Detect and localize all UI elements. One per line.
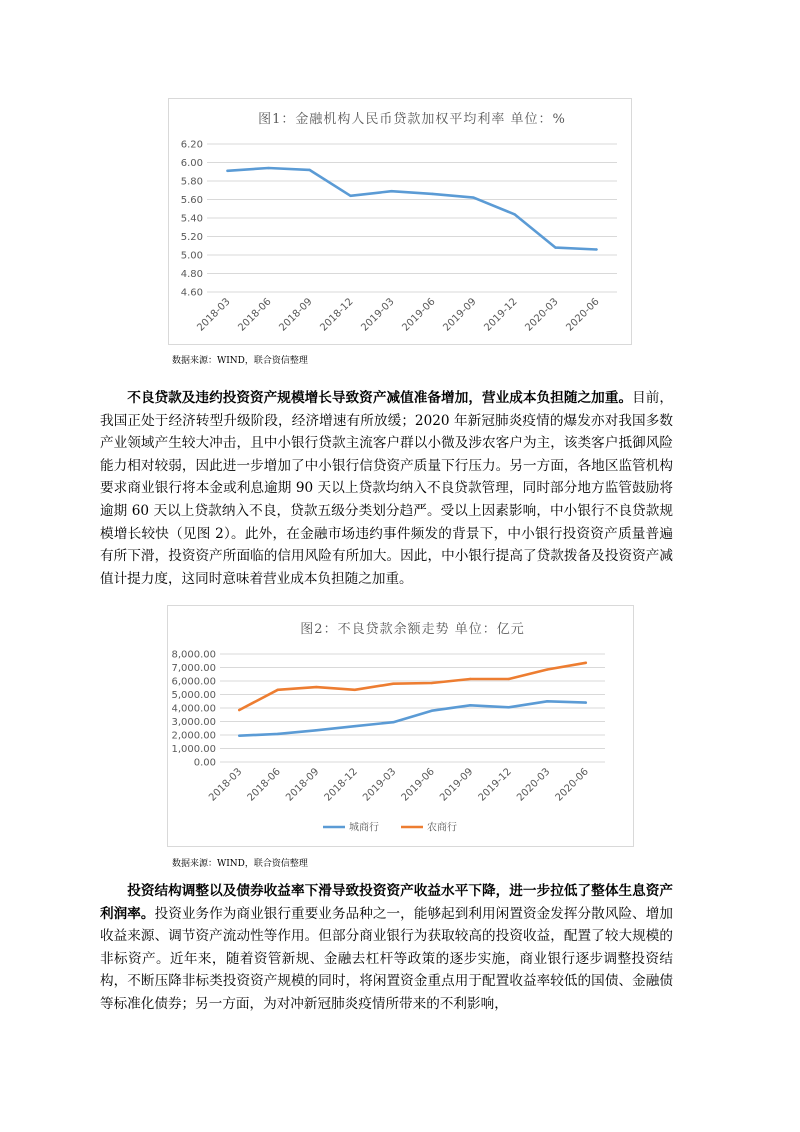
x-tick-label: 2020-03	[515, 766, 553, 804]
y-tick-label: 6.00	[180, 158, 203, 169]
x-tick-label: 2018-12	[318, 296, 356, 334]
x-tick-label: 2020-06	[553, 766, 591, 804]
chart-title: 图2：不良贷款余额走势 单位：亿元	[300, 622, 525, 637]
data-point	[546, 668, 548, 670]
paragraph-investment-body: 投资业务作为商业银行重要业务品种之一，能够起到利用闲置资金发挥分散风险、增加收益来源、调节资产流动性等作用。但部分商业银行为获取较高的投资收益，配置了较大规模的非标资产。近年来，随着资管新规、金融去杠杆等政策的逐步实施，商业银行逐步调整投资结构，不断压降非标类投资资产规模的同时，将闲置资金重点用于配置收益率较低的国债、金融债等标准化债券；另一方面，为对冲新冠肺炎疫情所带来的不利影响，	[100, 905, 673, 1012]
data-point	[431, 710, 433, 712]
data-point	[315, 686, 317, 688]
x-tick-label: 2018-09	[277, 296, 315, 334]
y-tick-label: 4.60	[180, 287, 203, 299]
x-tick-label: 2019-09	[441, 296, 479, 334]
data-point	[508, 678, 510, 680]
y-tick-label: 5.00	[180, 250, 203, 262]
data-point	[392, 683, 394, 685]
x-tick-label: 2019-12	[476, 766, 514, 804]
x-tick-label: 2018-06	[245, 766, 283, 804]
x-tick-label: 2018-06	[236, 296, 274, 334]
data-point	[585, 701, 587, 703]
paragraph-npl-lead: 不良贷款及违约投资资产规模增长导致资产减值准备增加，营业成本负担随之加重。	[127, 390, 633, 406]
figure-2-chart	[167, 605, 634, 847]
y-tick-label: 0.00	[193, 757, 216, 769]
y-tick-label: 4.80	[180, 269, 203, 280]
data-point	[354, 689, 356, 691]
data-point	[472, 196, 474, 198]
x-tick-label: 2019-12	[482, 296, 520, 334]
data-point	[349, 195, 351, 197]
x-tick-label: 2020-06	[564, 296, 602, 334]
x-tick-label: 2020-03	[523, 296, 561, 334]
data-point	[392, 721, 394, 723]
data-point	[277, 689, 279, 691]
data-point	[238, 734, 240, 736]
y-tick-label: 7,000.00	[171, 663, 216, 674]
data-point	[469, 678, 471, 680]
y-tick-label: 5.60	[180, 195, 203, 206]
data-point	[431, 682, 433, 684]
data-point	[469, 704, 471, 706]
data-point	[554, 246, 556, 248]
data-point	[585, 662, 587, 664]
paragraph-investment	[100, 880, 673, 1016]
paragraph-npl-body: 目前，我国正处于经济转型升级阶段，经济增速有所放缓；2020 年新冠肺炎疫情的爆发亦对我国多数产业领域产生较大冲击，且中小银行贷款主流客户群以小微及涉农客户为主，该类客户抵御风险能力相对较弱，因此进一步增加了中小银行信贷资产质量下行压力。另一方面，各地区监管机构要求商业银行将本金或利息逾期 90 天以上贷款均纳入不良贷款管理，同时部分地方监管鼓励将逾期 60 天以上贷款纳入不良，贷款五级分类划分趋严。受以上因素影响，中小银行不良贷款规模增长较快（见图 2）。此外，在金融市场违约事件频发的背景下，中小银行投资资产质量普遍有所下滑，投资资产所面临的信用风险有所加大。因此，中小银行提高了贷款拨备及投资资产减值计提力度，这同时意味着营业成本负担随之加重。	[100, 390, 674, 587]
x-tick-label: 2019-03	[361, 766, 399, 804]
figure-2-source: 数据来源：WIND，联合资信整理	[172, 859, 308, 869]
data-point	[390, 190, 392, 192]
data-point	[354, 725, 356, 727]
data-point	[546, 700, 548, 702]
data-point	[226, 170, 228, 172]
y-tick-label: 8,000.00	[171, 649, 216, 661]
paragraph-npl	[100, 387, 673, 590]
paragraph-investment-lead: 投资结构调整以及债券收益率下滑导致投资资产收益水平下降，进一步拉低了整体生息资产利润率。	[100, 883, 673, 922]
y-tick-label: 2,000.00	[171, 730, 216, 742]
data-point	[315, 729, 317, 731]
data-point	[238, 709, 240, 711]
y-tick-label: 3,000.00	[171, 717, 216, 728]
figure-2-svg	[168, 606, 633, 846]
y-tick-label: 6,000.00	[171, 676, 216, 688]
x-tick-label: 2018-09	[284, 766, 322, 804]
legend-label: 城商行	[349, 822, 379, 834]
data-point	[277, 733, 279, 735]
y-tick-label: 5.80	[180, 176, 203, 188]
x-tick-label: 2018-03	[207, 766, 245, 804]
y-tick-label: 1,000.00	[171, 744, 216, 755]
figure-1-svg	[169, 99, 631, 344]
series-line-1	[228, 168, 597, 250]
x-tick-label: 2019-06	[400, 296, 438, 334]
x-tick-label: 2019-09	[438, 766, 476, 804]
x-tick-label: 2019-03	[359, 296, 397, 334]
chart-title: 图1：金融机构人民币贷款加权平均利率 单位：%	[258, 112, 566, 127]
figure-1-chart	[168, 98, 632, 345]
legend-label: 农商行	[427, 822, 457, 834]
data-point	[431, 193, 433, 195]
data-point	[595, 248, 597, 250]
figure-1-source: 数据来源：WIND，联合资信整理	[172, 356, 308, 366]
y-tick-label: 5,000.00	[171, 690, 216, 701]
x-tick-label: 2018-12	[322, 766, 360, 804]
data-point	[267, 167, 269, 169]
data-point	[508, 706, 510, 708]
series-line-1	[239, 701, 586, 735]
data-point	[308, 169, 310, 171]
y-tick-label: 4,000.00	[171, 703, 216, 715]
y-tick-label: 5.40	[180, 213, 203, 225]
data-point	[513, 213, 515, 215]
y-tick-label: 6.20	[180, 139, 203, 151]
y-tick-label: 5.20	[180, 232, 203, 243]
x-tick-label: 2018-03	[195, 296, 233, 334]
x-tick-label: 2019-06	[399, 766, 437, 804]
